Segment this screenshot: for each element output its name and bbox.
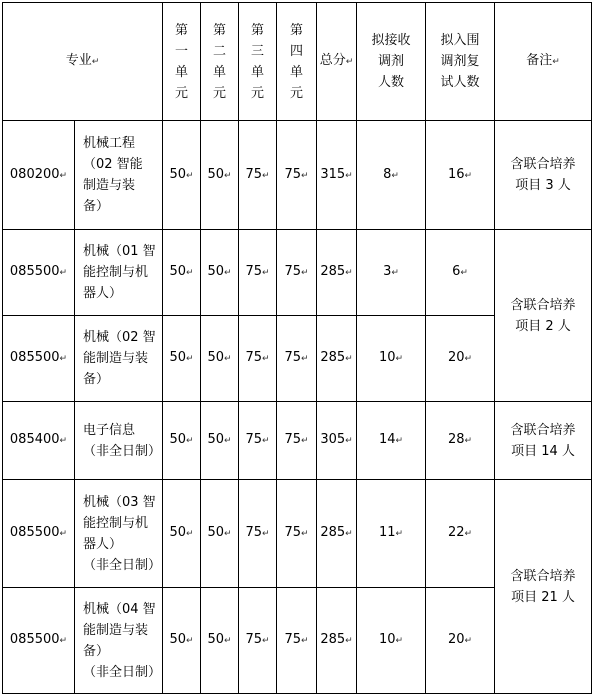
major-name-cell: 机械（04 智 能制造与装 备） （非全日制）	[75, 588, 163, 694]
unit4-cell: 75↵	[277, 230, 317, 316]
code-cell: 085500↵	[3, 480, 75, 588]
unit3-cell: 75↵	[239, 230, 277, 316]
unit2-cell: 50↵	[201, 588, 239, 694]
unit3-cell: 75↵	[239, 588, 277, 694]
header-note: 备注↵	[495, 3, 592, 121]
header-planned: 拟接收 调剂 人数	[357, 3, 426, 121]
code-cell: 080200↵	[3, 121, 75, 230]
major-name-cell: 机械工程 （02 智能 制造与装 备）	[75, 121, 163, 230]
unit3-cell: 75↵	[239, 121, 277, 230]
retest-cell: 16↵	[426, 121, 495, 230]
header-retest: 拟入围 调剂复 试人数	[426, 3, 495, 121]
planned-cell: 11↵	[357, 480, 426, 588]
unit3-cell: 75↵	[239, 316, 277, 402]
major-name-cell: 机械（02 智 能制造与装 备）	[75, 316, 163, 402]
total-cell: 285↵	[317, 316, 357, 402]
note-cell: 含联合培养 项目 3 人	[495, 121, 592, 230]
header-unit1: 第 一 单 元	[163, 3, 201, 121]
planned-cell: 10↵	[357, 588, 426, 694]
header-unit3: 第 三 单 元	[239, 3, 277, 121]
planned-cell: 3↵	[357, 230, 426, 316]
unit2-cell: 50↵	[201, 316, 239, 402]
unit1-cell: 50↵	[163, 121, 201, 230]
unit4-cell: 75↵	[277, 121, 317, 230]
unit2-cell: 50↵	[201, 402, 239, 480]
unit1-cell: 50↵	[163, 588, 201, 694]
note-cell: 含联合培养 项目 14 人	[495, 402, 592, 480]
unit2-cell: 50↵	[201, 121, 239, 230]
total-cell: 285↵	[317, 588, 357, 694]
unit4-cell: 75↵	[277, 480, 317, 588]
planned-cell: 10↵	[357, 316, 426, 402]
table-row	[3, 402, 592, 480]
code-cell: 085500↵	[3, 230, 75, 316]
unit1-cell: 50↵	[163, 402, 201, 480]
unit4-cell: 75↵	[277, 316, 317, 402]
total-cell: 285↵	[317, 480, 357, 588]
unit2-cell: 50↵	[201, 480, 239, 588]
code-cell: 085500↵	[3, 588, 75, 694]
header-unit2: 第 二 单 元	[201, 3, 239, 121]
planned-cell: 14↵	[357, 402, 426, 480]
retest-cell: 20↵	[426, 588, 495, 694]
major-name-cell: 机械（03 智 能控制与机 器人） （非全日制）	[75, 480, 163, 588]
retest-cell: 6↵	[426, 230, 495, 316]
code-cell: 085400↵	[3, 402, 75, 480]
unit1-cell: 50↵	[163, 316, 201, 402]
header-total: 总分↵	[317, 3, 357, 121]
unit1-cell: 50↵	[163, 230, 201, 316]
unit4-cell: 75↵	[277, 588, 317, 694]
table-row	[3, 121, 592, 230]
header-row	[3, 3, 592, 121]
unit3-cell: 75↵	[239, 480, 277, 588]
total-cell: 315↵	[317, 121, 357, 230]
total-cell: 285↵	[317, 230, 357, 316]
adjustment-table	[2, 2, 592, 694]
note-cell: 含联合培养 项目 21 人	[495, 480, 592, 694]
header-unit4: 第 四 单 元	[277, 3, 317, 121]
table-row	[3, 230, 592, 316]
major-name-cell: 电子信息 （非全日制）	[75, 402, 163, 480]
unit2-cell: 50↵	[201, 230, 239, 316]
note-cell: 含联合培养 项目 2 人	[495, 230, 592, 402]
unit1-cell: 50↵	[163, 480, 201, 588]
unit4-cell: 75↵	[277, 402, 317, 480]
header-major: 专业↵	[3, 3, 163, 121]
total-cell: 305↵	[317, 402, 357, 480]
retest-cell: 22↵	[426, 480, 495, 588]
unit3-cell: 75↵	[239, 402, 277, 480]
major-name-cell: 机械（01 智 能控制与机 器人）	[75, 230, 163, 316]
planned-cell: 8↵	[357, 121, 426, 230]
retest-cell: 28↵	[426, 402, 495, 480]
retest-cell: 20↵	[426, 316, 495, 402]
code-cell: 085500↵	[3, 316, 75, 402]
table-row	[3, 480, 592, 588]
